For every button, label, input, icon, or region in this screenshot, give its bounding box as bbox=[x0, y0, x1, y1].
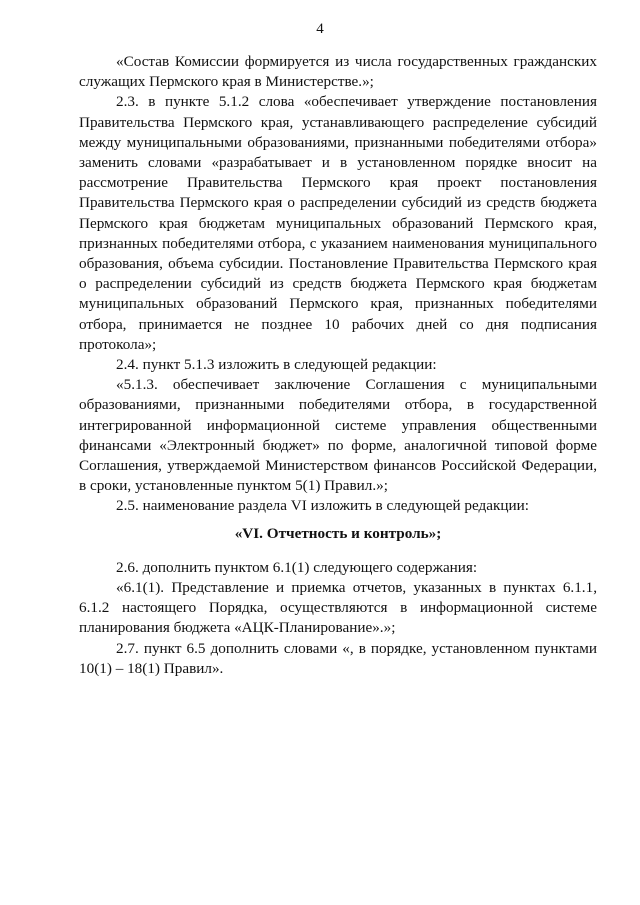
paragraph-2-3: 2.3. в пункте 5.1.2 слова «обеспечивает утверждение постановления Правительства Пермского края, устанавливающего распределение субсидий между муниципальными образованиями, признанными победителями отбора» заменить словами «разрабатывает и в установленном порядке вносит на рассмотрение Правительства Пермского края проект постановления Правительства Пермского края о распределении субсидий из средств бюджета Пермского края бюджетам муниципальных образований Пермского края, признанных победителями отбора, с указанием наименования муниципального образования, объема субсидии. Постановление Правительства Пермского края о распределении субсидий из средств бюджета Пермского края бюджетам муниципальных образований Пермского края, признанных победителями отбора, принимается не позднее 10 рабочих дней со дня подписания протокола»; bbox=[79, 93, 597, 353]
paragraph-commission-composition: «Состав Комиссии формируется из числа государственных гражданских служащих Пермского края в Министерстве.»; bbox=[79, 53, 597, 91]
paragraph-5-1-3: «5.1.3. обеспечивает заключение Соглашения с муниципальными образованиями, признанными победителями отбора, в государственной интегрированной информационной системе управления общественными финансами «Электронный бюджет» по форме, аналогичной типовой форме Соглашения, утверждаемой Министерством финансов Российской Федерации, в сроки, установленные пунктом 5(1) Правил.»; bbox=[79, 376, 597, 495]
paragraph-2-7: 2.7. пункт 6.5 дополнить словами «, в порядке, установленном пунктами 10(1) – 18(1) Правил». bbox=[79, 639, 597, 677]
paragraph-2-6: 2.6. дополнить пунктом 6.1(1) следующего содержания: bbox=[116, 558, 478, 576]
section-heading: «VI. Отчетность и контроль»; bbox=[234, 524, 442, 542]
page-number: 4 bbox=[316, 21, 324, 37]
document-body bbox=[79, 52, 597, 679]
paragraph-2-4: 2.4. пункт 5.1.3 изложить в следующей редакции: bbox=[116, 356, 437, 374]
paragraph-2-5: 2.5. наименование раздела VI изложить в следующей редакции: bbox=[116, 497, 529, 515]
paragraph-6-1-1: «6.1(1). Представление и приемка отчетов, указанных в пунктах 6.1.1, 6.1.2 настоящего Порядка, осуществляются в информационной системе планирования бюджета «АЦК-Планирование».»; bbox=[79, 579, 597, 637]
